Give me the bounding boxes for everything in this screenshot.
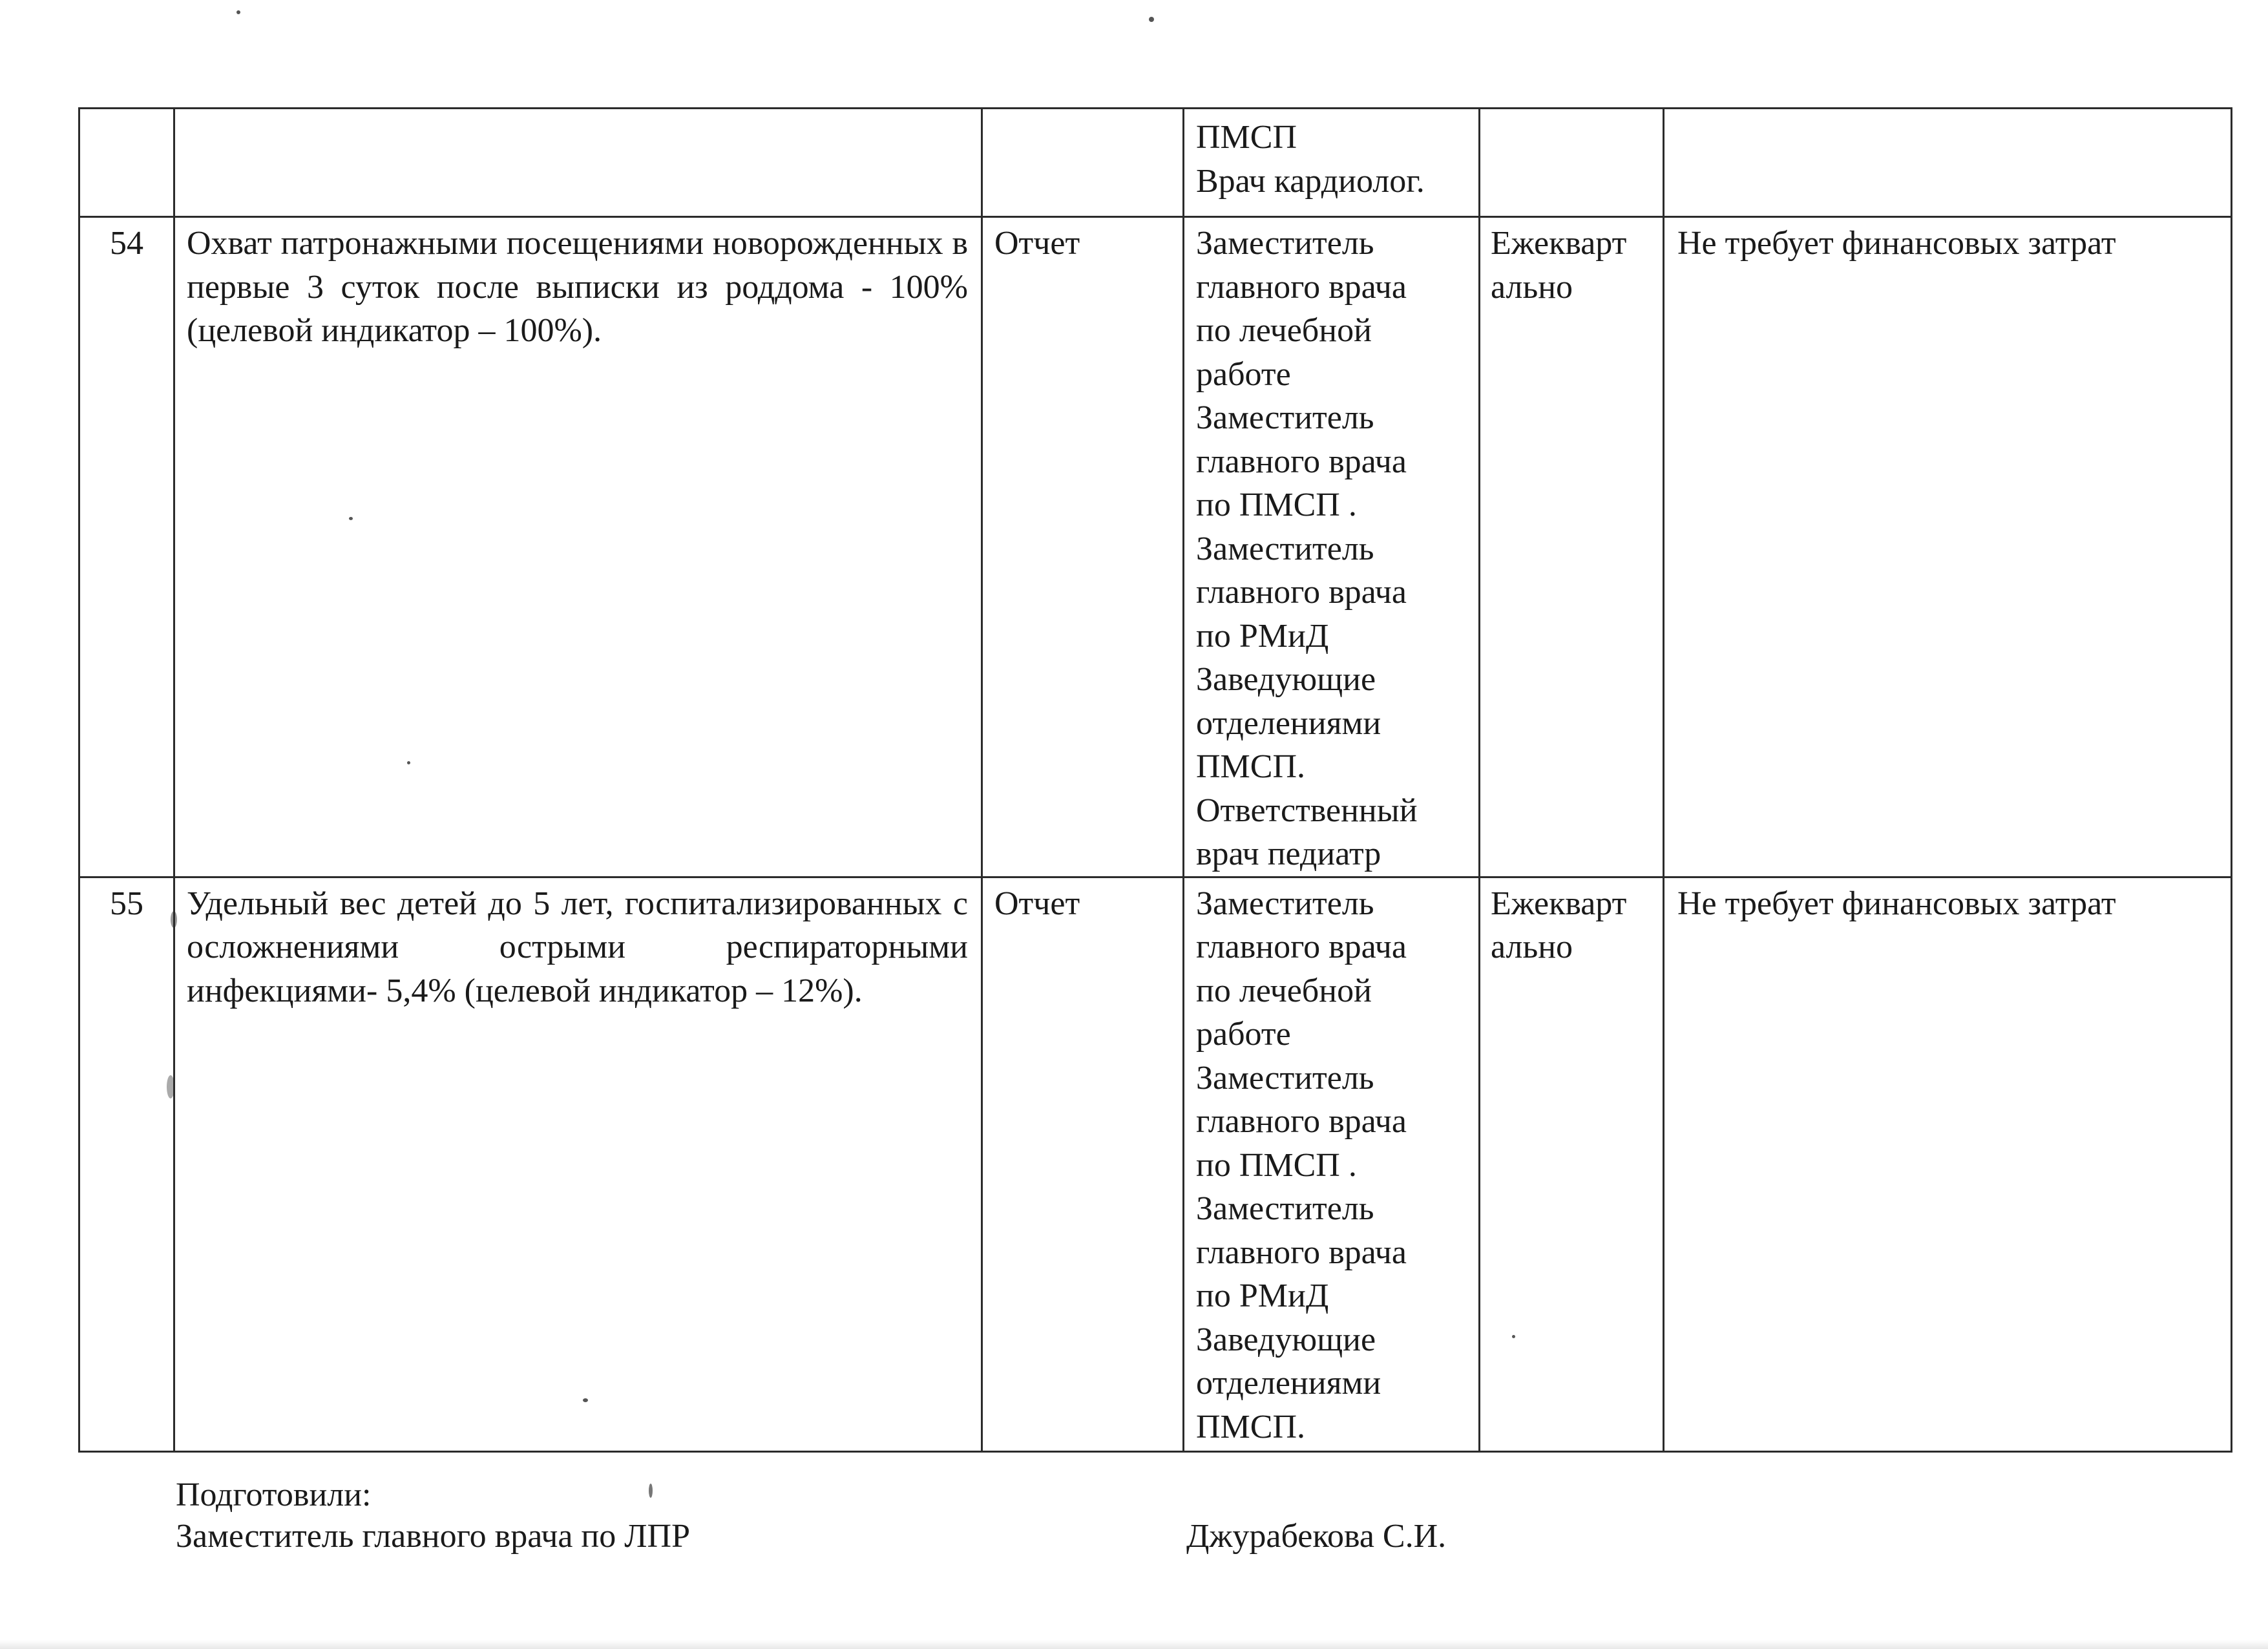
responsible-line: Врач кардиолог. bbox=[1196, 162, 1425, 200]
responsible-line: ПМСП bbox=[1196, 119, 1297, 156]
responsible-line: по РМиД bbox=[1196, 617, 1329, 655]
table-row bbox=[79, 217, 2232, 877]
description-cell bbox=[174, 109, 982, 217]
responsible-line: Заместитель bbox=[1196, 225, 1374, 262]
financing-cell: Не требует финансовых затрат bbox=[1664, 877, 2232, 1451]
responsible-line: работе bbox=[1196, 1016, 1291, 1053]
responsible-line: главного врача bbox=[1196, 268, 1407, 306]
responsible-line: ПМСП. bbox=[1196, 1408, 1306, 1445]
financing-cell bbox=[1664, 109, 2232, 217]
form-cell bbox=[982, 109, 1184, 217]
financing-cell: Не требует финансовых затрат bbox=[1664, 217, 2232, 877]
responsible-line: Заместитель bbox=[1196, 1190, 1374, 1227]
responsible-line: Заместитель bbox=[1196, 399, 1374, 436]
responsible-line: Заместитель bbox=[1196, 885, 1374, 922]
row-number-cell: 54 bbox=[79, 217, 174, 877]
preparer-name: Джурабекова С.И. bbox=[1186, 1518, 1447, 1555]
responsible-line: Ответственный bbox=[1196, 792, 1418, 829]
responsible-line: главного врача bbox=[1196, 1103, 1407, 1140]
preparer-position: Заместитель главного врача по ЛПР bbox=[176, 1518, 690, 1555]
form-cell: Отчет bbox=[982, 877, 1184, 1451]
responsible-line: Заместитель bbox=[1196, 1059, 1374, 1097]
responsible-cell bbox=[1184, 109, 1480, 217]
scan-speck bbox=[236, 10, 240, 14]
responsible-line: работе bbox=[1196, 355, 1291, 393]
term-cell bbox=[1480, 877, 1664, 1451]
term-cell bbox=[1480, 217, 1664, 877]
responsible-line: врач педиатр bbox=[1196, 835, 1381, 872]
responsible-cell bbox=[1184, 877, 1480, 1451]
row-number-cell: 55 bbox=[79, 877, 174, 1451]
scan-speck bbox=[649, 1484, 653, 1498]
term-line: Ежекварт bbox=[1491, 225, 1627, 262]
prepared-by-label: Подготовили: bbox=[176, 1476, 372, 1513]
responsible-line: Заместитель bbox=[1196, 530, 1374, 567]
responsible-line: по ПМСП . bbox=[1196, 487, 1357, 523]
responsible-line: отделениями bbox=[1196, 1365, 1381, 1402]
responsible-line: по лечебной bbox=[1196, 312, 1372, 349]
responsible-line: главного врача bbox=[1196, 929, 1407, 965]
measures-table bbox=[78, 107, 2232, 1453]
measure-description: Охват патронажными посещениями новорожденных в первые 3 суток после выписки из роддома - 100% (целевой индикатор – 100%). bbox=[187, 225, 968, 349]
term-line: ально bbox=[1491, 268, 1573, 306]
term-line: ально bbox=[1491, 929, 1573, 965]
responsible-line: главного врача bbox=[1196, 574, 1407, 611]
responsible-line: отделениями bbox=[1196, 704, 1381, 742]
table-row-continuation bbox=[79, 109, 2232, 217]
responsible-line: по лечебной bbox=[1196, 972, 1372, 1009]
table-row bbox=[79, 877, 2232, 1451]
responsible-line: Заведующие bbox=[1196, 661, 1376, 698]
responsible-line: ПМСП. bbox=[1196, 748, 1306, 785]
measure-description: Удельный вес детей до 5 лет, госпитализированных с осложнениями острыми респираторными инфекциями- 5,4% (целевой индикатор – 12%). bbox=[187, 885, 968, 1009]
term-line: Ежекварт bbox=[1491, 885, 1627, 922]
scan-speck bbox=[1149, 17, 1154, 22]
description-cell bbox=[174, 217, 982, 877]
responsible-line: по ПМСП . bbox=[1196, 1146, 1357, 1184]
term-cell bbox=[1480, 109, 1664, 217]
responsible-line: главного врача bbox=[1196, 1234, 1407, 1271]
responsible-line: по РМиД bbox=[1196, 1277, 1329, 1314]
responsible-cell bbox=[1184, 217, 1480, 877]
form-cell: Отчет bbox=[982, 217, 1184, 877]
description-cell bbox=[174, 877, 982, 1451]
scan-bottom-edge bbox=[0, 1640, 2268, 1649]
responsible-line: главного врача bbox=[1196, 443, 1407, 480]
responsible-line: Заведующие bbox=[1196, 1321, 1376, 1358]
row-number-cell bbox=[79, 109, 174, 217]
